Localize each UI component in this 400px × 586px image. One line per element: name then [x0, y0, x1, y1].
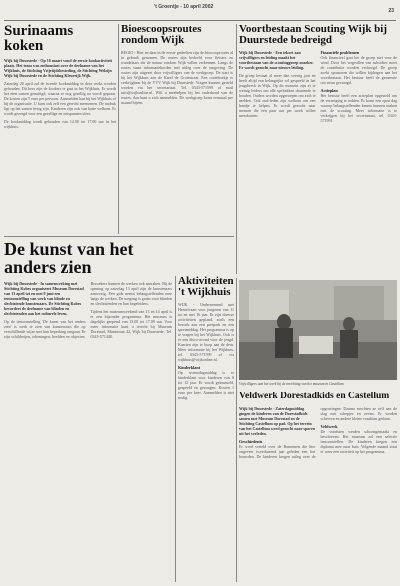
article-title: Aktiviteiten 't Wijkhuis: [178, 276, 234, 298]
article-scouting: [239, 24, 397, 274]
column-rule: [175, 276, 176, 582]
article-title: De kunst van het anders zien: [4, 240, 134, 277]
article-body: Er werd verteld over de Romeinen die hier ongeveer tweeduizend jaar geleden een fort bouwden. De kinderen kregen uitleg over de opgravingen. Daarna mochten ze zelf aan de slag met schepjes en zeven. Er werden scherven en andere kleine vondsten gedaan.: [239, 405, 397, 459]
section-rule: [4, 236, 234, 237]
article-body: Tijdens het museumweekend van 13 en 14 april is er een bijzonder programma. Het museum is dagelijks geopend van 13.00 tot 17.00 uur. Voor meer informatie kunt u terecht bij Museum Dorestad, Muntstraat 42, Wijk bij Duurstede. Tel. 0343-571448.: [90, 309, 172, 339]
article-subhead: Veldwerk: [320, 423, 338, 429]
article-subhead: Geschiedenis: [239, 438, 263, 444]
page-number: 23: [388, 8, 394, 14]
article-title: Bioescoopsroutes rondom Wijk: [121, 24, 202, 46]
article-body: WIJK - Ondernemend met Hemelvaart voor jongeren van 11 tot en met 16 jaar. Er zijn diverse activiteiten gepland, zoals een bezoek aan een pretpark en een sportmiddag. Het programma is op te vragen bij het Wijkhuis. Ook is er een disco-avond voor de jeugd. Kaarten zijn te koop aan de deur. Meer informatie bij het Wijkhuis, tel. 0343-571599 of via wijkhuis@wijkonline.nl.: [178, 302, 234, 362]
article-body: De groep bestaat al meer dan veertig jaar en heeft altijd een belangrijke rol gespeeld in het jeugdwerk in Wijk. Op dit moment zijn er te weinig leiders om alle speltakken draaiende te houden. Ouders worden opgeroepen om zich te melden. Ook oud-leden zijn welkom om een handje te helpen. Er wordt gezocht naar mensen die een paar uur per week willen meedraaien.: [239, 73, 316, 118]
column-rule: [236, 24, 237, 274]
article-lede: Wijk bij Duurstede - In samenwerking met Stichting Kobes organiseert Museum Dorestad van 13 april tot en met 9 juni een tentoonstelling van werk van blinde en slechtziende kunstenaars. De Stichting Kobes bevordert de deelname van blinden en slechtzienden aan het culturele leven.: [4, 281, 84, 316]
article-body: Ook financieel gaat het de groep niet voor de wind. Door het wegvallen van subsidies moet de contributie worden verhoogd. De groep zoekt sponsoren die willen bijdragen aan het voortbestaan. Het bestuur heeft de gemeente om steun gevraagd.: [320, 55, 397, 85]
masthead-date: 't Groentje - 10 april 2002: [154, 4, 214, 10]
article-body: De vondsten werden schoongemaakt en beschreven. Het museum zal een selectie tentoonstellen. De kinderen kregen een diploma mee naar huis. Volgende maand staat er weer een activiteit op het programma.: [320, 428, 397, 454]
article-aktiviteiten: [178, 276, 234, 582]
photo-caption: Vrijwilligers aan het werk bij de inrichting van het museum in Castellum: [239, 382, 344, 386]
article-lede: Wijk bij Duurstede - Een tekort aan vrijwilligers en leiding maakt het voortbestaan van de scoutinggroep onzeker. Er wordt gezocht naar nieuwe leiding.: [239, 50, 314, 70]
article-title: Voortbestaan Scouting Wijk bij Duurstede bedreigd: [239, 24, 388, 46]
article-bioscoop: [121, 24, 233, 234]
article-closing: De kookmiddag wordt gehouden van 14.00 tot 17.00 uur in het wijkhuis.: [4, 119, 116, 129]
article-subhead: Financiële problemen: [320, 50, 360, 55]
article-surinaams: [4, 24, 116, 234]
article-subhead: Actieplan: [320, 88, 338, 93]
museum-photo-image: [239, 280, 397, 380]
article-castellum: [239, 392, 397, 584]
column-rule: [236, 278, 237, 582]
article-body: Zaterdag 20 april zal de tweede kookmiddag in deze reeks worden gehouden. Dit keer zijn de kookers te gast in het Wijkhuis. Er wordt het eten samen genuttigd, waarna er nog gezellig na wordt gepraat. De kosten zijn 5 euro per persoon. Aanmelden kan bij het Wijkhuis of bij de organisatie. U kunt ook zelf een gerecht meenemen. De nadruk ligt op het samen bezig zijn. Kinderen zijn ook van harte welkom. Er wordt gezorgd voor een gezellige en ontspannen sfeer.: [4, 81, 116, 116]
article-body: Op woensdagmiddag is er kinderklant voor kinderen van 6 tot 12 jaar. Er wordt geknutseld, gespeeld en gezongen. Kosten 1 euro per keer. Aanmelden is niet nodig.: [178, 370, 234, 400]
article-lede: Wijk bij Duurstede - Op 16 maart vond de eerste kookactiviteit plaats. Het team was enthousiast over de deelname van het Wijkhuis, de Stichting Vrijetijdsbesteding, de Stichting Welzijn Wijk bij Duurstede en de Stichting Kleurrijk Wijk.: [4, 58, 112, 78]
article-lede: Wijk bij Duurstede - Zaterdagmiddag gingen de kinderen van de Dorestadkids samen met Museum Dorestad en de Stichting Castellum op pad. Op het terrein van het Castellum werd gezocht naar sporen uit het verleden.: [239, 405, 315, 436]
article-title: Surinaams koken: [4, 24, 74, 54]
article-body: Het bestuur heeft een actieplan opgesteld om de vereniging te redden. Er komt een open dag waarop belangstellenden kennis kunnen maken met de scouting. Meer informatie is te verkrijgen bij het secretariaat, tel. 0343-571991.: [320, 93, 397, 123]
masthead: [4, 2, 396, 21]
column-rule: [118, 24, 119, 234]
article-body: REGIO - Hier en daar in de eerste gedeelten zijn de bioscooproutes al in gebruik genomen. De routes zijn bedoeld voor fietsers en wandelaars die de natuur rondom Wijk willen verkennen. Langs de routes staan informatieborden met uitleg over de omgeving. De routes zijn uitgezet door vrijwilligers van de werkgroep. De start is bij het Wijkhuis aan de Karel de Grotestraat. Een routeboekje is verkrijgbaar bij de VVV Wijk bij Duurstede. Vragen kunnen gesteld worden via het secretariaat. Tel. 0343-571599 of mail info@wijkonline.nl. Wilt u meehelpen bij het onderhoud van de routes, dan kunt u zich aanmelden. De werkgroep komt eenmaal per maand bijeen.: [121, 50, 233, 105]
article-subhead: Kinderklant: [178, 365, 201, 370]
article-photo: [239, 280, 397, 380]
article-kunst: [4, 240, 172, 584]
article-body: Op de tentoonstelling 'De kunst van het anders zien' is werk te zien van kunstenaars die op verschillende wijze met hun beperking omgaan. Er zijn schilderijen, tekeningen, beelden en objecten. Bezoekers kunnen de werken ook aanraken. Bij de opening op zaterdag 13 april zijn de kunstenaars aanwezig. Een gids neemt belangstellenden mee langs de werken. De toegang is gratis voor blinden en slechtzienden en hun begeleiders.: [4, 281, 172, 339]
article-title: Veldwerk Dorestadkids en Castellum: [239, 392, 390, 401]
